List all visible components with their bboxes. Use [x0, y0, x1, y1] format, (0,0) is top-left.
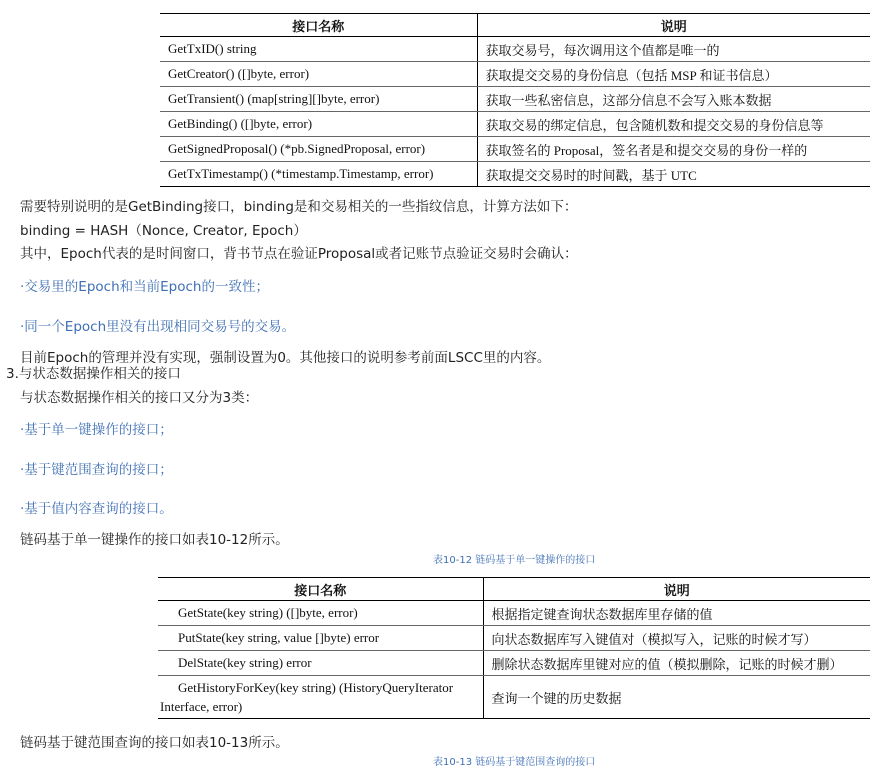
column-header-name: 接口名称 [158, 578, 483, 601]
cell-name: GetBinding() ([]byte, error) [160, 112, 477, 137]
column-header-name: 接口名称 [160, 14, 477, 37]
table-caption-1: 表10-12 链码基于单一键操作的接口 [433, 555, 596, 566]
cell-name: GetTxID() string [160, 37, 477, 62]
cell-name: DelState(key string) error [158, 651, 483, 676]
table-row [160, 112, 870, 137]
api-table-2 [158, 577, 870, 719]
cell-desc: 向状态数据库写入键值对（模拟写入，记账的时候才写） [483, 626, 870, 651]
binding-formula: binding = HASH（Nonce, Creator, Epoch） [20, 223, 307, 239]
bullet-value-content: ·基于值内容查询的接口。 [20, 501, 173, 517]
table-row [158, 601, 870, 626]
table-row [160, 62, 870, 87]
cell-desc: 根据指定键查询状态数据库里存储的值 [483, 601, 870, 626]
table-row [160, 137, 870, 162]
cell-name: PutState(key string, value []byte) error [158, 626, 483, 651]
cell-desc: 获取交易号，每次调用这个值都是唯一的 [477, 37, 870, 62]
paragraph-categories: 与状态数据操作相关的接口又分为3类： [20, 390, 259, 406]
column-header-desc: 说明 [483, 578, 870, 601]
section-heading: 3.与状态数据操作相关的接口 [6, 366, 181, 382]
cell-desc: 查询一个键的历史数据 [483, 676, 870, 719]
cell-name: GetCreator() ([]byte, error) [160, 62, 477, 87]
api-table-1 [160, 13, 870, 187]
bullet-epoch-no-duplicate: ·同一个Epoch里没有出现相同交易号的交易。 [20, 319, 296, 335]
bullet-epoch-consistency: ·交易里的Epoch和当前Epoch的一致性； [20, 279, 269, 295]
table-header-row [158, 578, 870, 601]
cell-name: GetHistoryForKey(key string) (HistoryQueryIterator Interface, error) [158, 676, 483, 719]
paragraph-binding-intro: 需要特别说明的是GetBinding接口，binding是和交易相关的一些指纹信息，计算方法如下： [20, 199, 578, 215]
paragraph-table-ref-2: 链码基于键范围查询的接口如表10-13所示。 [20, 735, 289, 751]
table-row [158, 651, 870, 676]
bullet-single-key: ·基于单一键操作的接口； [20, 422, 173, 438]
table-caption-2: 表10-13 链码基于键范围查询的接口 [433, 757, 596, 768]
column-header-desc: 说明 [477, 14, 870, 37]
cell-name: GetTransient() (map[string][]byte, error) [160, 87, 477, 112]
cell-desc: 获取一些私密信息，这部分信息不会写入账本数据 [477, 87, 870, 112]
cell-desc: 删除状态数据库里键对应的值（模拟删除，记账的时候才删） [483, 651, 870, 676]
cell-name: GetSignedProposal() (*pb.SignedProposal, error) [160, 137, 477, 162]
paragraph-epoch-status: 目前Epoch的管理并没有实现，强制设置为0。其他接口的说明参考前面LSCC里的内容。 [20, 350, 551, 366]
cell-desc: 获取交易的绑定信息，包含随机数和提交交易的身份信息等 [477, 112, 870, 137]
cell-desc: 获取提交交易的身份信息（包括 MSP 和证书信息） [477, 62, 870, 87]
table-row [158, 626, 870, 651]
table-row [160, 162, 870, 187]
table-header-row [160, 14, 870, 37]
cell-name: GetState(key string) ([]byte, error) [158, 601, 483, 626]
bullet-key-range: ·基于键范围查询的接口； [20, 462, 173, 478]
table-row [160, 37, 870, 62]
cell-desc: 获取签名的 Proposal，签名者是和提交交易的身份一样的 [477, 137, 870, 162]
table-row [160, 87, 870, 112]
cell-desc: 获取提交交易时的时间戳，基于 UTC [477, 162, 870, 187]
cell-name: GetTxTimestamp() (*timestamp.Timestamp, error) [160, 162, 477, 187]
paragraph-epoch: 其中，Epoch代表的是时间窗口，背书节点在验证Proposal或者记账节点验证交易时会确认： [20, 246, 578, 262]
table-row [158, 676, 870, 719]
paragraph-table-ref-1: 链码基于单一键操作的接口如表10-12所示。 [20, 532, 289, 548]
